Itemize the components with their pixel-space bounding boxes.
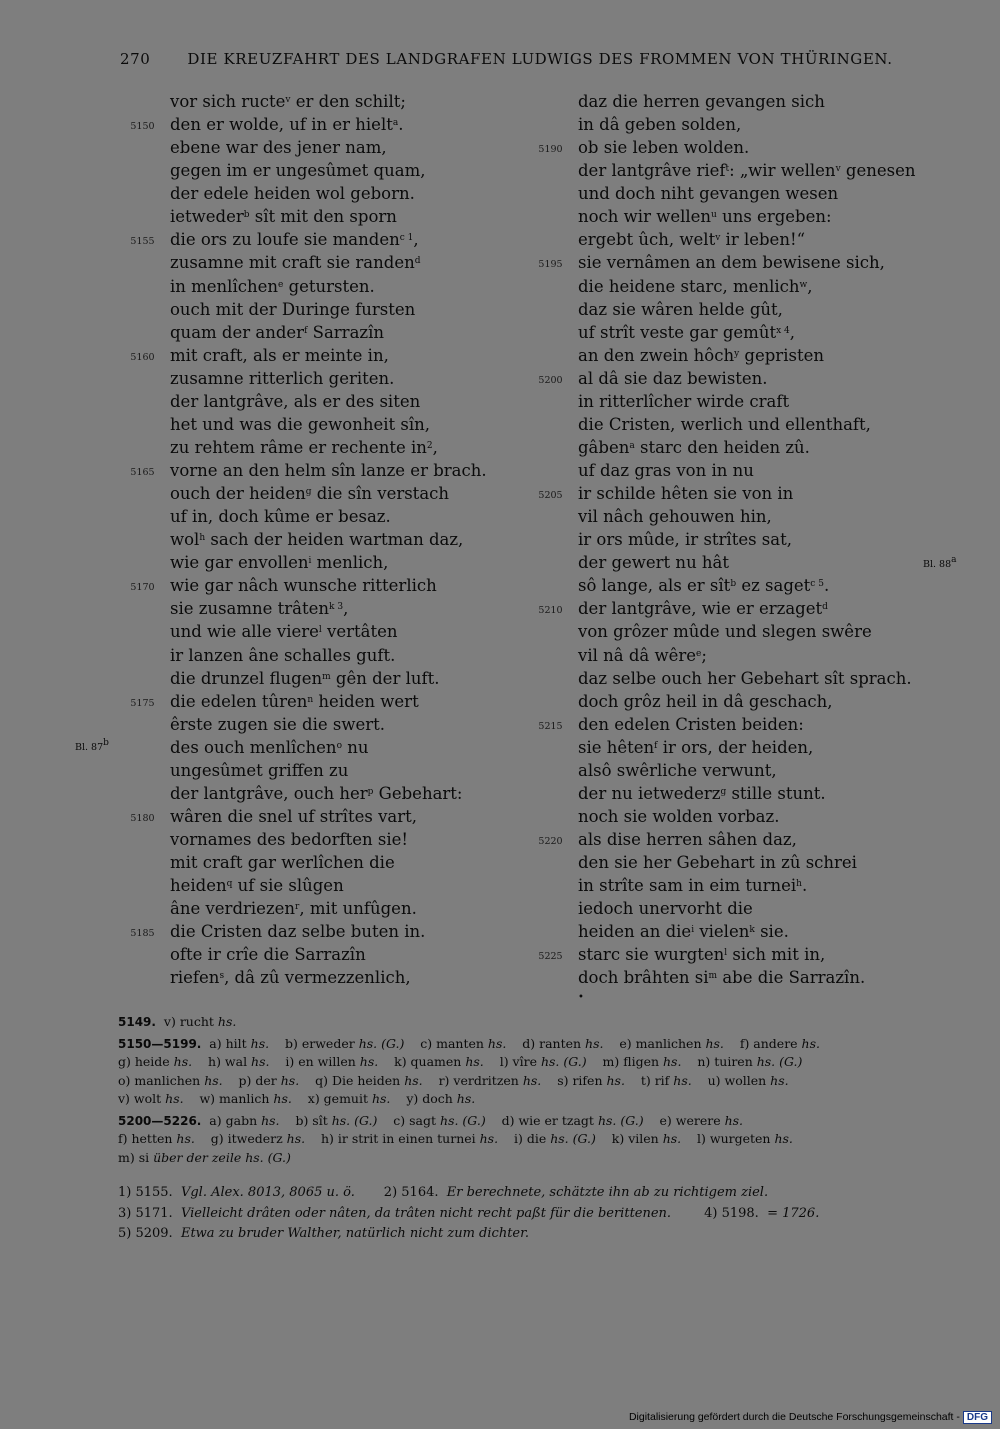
verse-text: in ritterlîcher wirde craft — [578, 391, 790, 411]
verse-text: sô lange, als er sît$^b$ ez saget$^{c 5}$. — [578, 576, 830, 596]
verse-text: von grôzer mûde und slegen swêre — [578, 622, 872, 642]
verse-text: sie zusamne trâten$^{k 3}$, — [170, 599, 349, 619]
verse-text: der lantgrâve, wie er erzaget$^d$ — [578, 599, 828, 619]
verse-text: al dâ sie daz bewisten. — [578, 368, 768, 388]
credit-text: Digitalisierung gefördert durch die Deutsche Forschungsgemeinschaft - — [628, 1411, 960, 1423]
verse-line — [528, 251, 928, 274]
line-number: 5170 — [130, 582, 155, 594]
verse-line — [528, 574, 928, 597]
verse-text: ir lanzen âne schalles guft. — [170, 645, 396, 665]
apparatus-line: 5150—5199. a) hilt hs. b) erweder hs. (G.) c) manten hs. d) ranten hs. e) manlichen hs. f) andere hs. — [118, 1035, 820, 1051]
verse-line — [528, 413, 928, 436]
verse-line — [528, 182, 928, 205]
verse-text: gegen im er ungesûmet quam, — [170, 161, 426, 181]
verse-text: starc sie wurgten$^l$ sich mit in, — [578, 945, 826, 965]
verse-text: ob sie leben wolden. — [578, 138, 750, 158]
verse-line — [120, 597, 540, 620]
verse-text: heiden$^q$ uf sie slûgen — [170, 876, 344, 896]
verse-text: den edelen Cristen beiden: — [578, 714, 804, 734]
verse-line — [120, 436, 540, 459]
verse-text: alsô swêrliche verwunt, — [578, 760, 777, 780]
verse-text: wie gar nâch wunsche ritterlich — [170, 576, 437, 596]
verse-line — [120, 713, 540, 736]
verse-text: ouch der heiden$^g$ die sîn verstach — [170, 484, 450, 504]
footnote-line: 3) 5171. Vielleicht drâten oder nâten, da trâten nicht recht paßt für die berittenen. 4) 5198. = 1726. — [118, 1205, 820, 1221]
verse-text: zusamne ritterlich geriten. — [170, 368, 395, 388]
verse-line — [528, 782, 928, 805]
verse-line — [528, 367, 928, 390]
digitization-credit — [629, 1411, 992, 1424]
verse-line — [120, 644, 540, 667]
verse-line — [120, 966, 540, 989]
verse-line — [120, 620, 540, 643]
verse-line — [528, 920, 928, 943]
verse-line — [120, 459, 540, 482]
apparatus-line: 5200—5226. a) gabn hs. b) sît hs. (G.) c) sagt hs. (G.) d) wie er tzagt hs. (G.) e) werere hs. — [118, 1112, 744, 1128]
verse-line — [528, 620, 928, 643]
verse-line — [528, 321, 928, 344]
verse-line — [120, 159, 540, 182]
verse-line — [528, 966, 928, 989]
verse-line — [528, 897, 928, 920]
verse-line — [528, 551, 957, 574]
verse-text: die ors zu loufe sie manden$^{c 1}$, — [170, 230, 419, 250]
verse-line — [528, 828, 928, 851]
verse-text: in strîte sam in eim turnei$^h$. — [578, 876, 808, 896]
apparatus-line: g) heide hs. h) wal hs. i) en willen hs. k) quamen hs. l) vîre hs. (G.) m) fligen hs. n) tuiren hs. (G.) — [118, 1054, 803, 1069]
verse-line — [528, 874, 928, 897]
verse-text: den sie her Gebehart in zû schrei — [578, 853, 857, 873]
ornament-dot: • — [578, 992, 584, 1003]
verse-text: ir schilde hêten sie von in — [578, 484, 794, 504]
verse-line — [120, 897, 540, 920]
verse-text: ebene war des jener nam, — [170, 138, 387, 158]
footnote-line: 5) 5209. Etwa zu bruder Walther, natürlich nicht zum dichter. — [118, 1226, 530, 1241]
verse-text: daz sie wâren helde gût, — [578, 299, 783, 319]
apparatus-line: m) si über der zeile hs. (G.) — [118, 1149, 291, 1165]
line-number: 5225 — [538, 951, 563, 963]
line-number: 5160 — [130, 351, 155, 363]
page-number: 270 — [120, 50, 151, 68]
verse-line — [120, 828, 540, 851]
verse-line — [120, 228, 540, 251]
verse-line — [528, 113, 928, 136]
verse-text: doch grôz heil in dâ geschach, — [578, 691, 833, 711]
verse-text: heiden an die$^i$ vielen$^k$ sie. — [578, 922, 789, 942]
verse-text: daz die herren gevangen sich — [578, 92, 825, 111]
line-number: 5180 — [130, 812, 155, 824]
apparatus-line: f) hetten hs. g) itwederz hs. h) ir strit in einen turnei hs. i) die hs. (G.) k) vilen hs. l) wurgeten hs. — [118, 1131, 793, 1146]
verse-line — [528, 943, 928, 966]
verse-line — [120, 321, 540, 344]
verse-text: sie vernâmen an dem bewisene sich, — [578, 253, 885, 273]
verse-text: ouch mit der Duringe fursten — [170, 299, 416, 319]
verse-text: ietweder$^b$ sît mit den sporn — [170, 207, 397, 227]
verse-text: vornames des bedorften sie! — [170, 830, 408, 849]
verse-text: die Cristen, werlich und ellenthaft, — [578, 414, 871, 434]
verse-text: der lantgrâve, als er des siten — [170, 391, 421, 411]
verse-line — [120, 505, 540, 528]
verse-text: zusamne mit craft sie randen$^d$ — [170, 253, 421, 273]
line-number: 5190 — [538, 144, 563, 156]
verse-text: uf strît veste gar gemût$^{x 4}$, — [578, 322, 795, 342]
verse-text: wâren die snel uf strîtes vart, — [170, 806, 417, 826]
verse-text: het und was die gewonheit sîn, — [170, 414, 431, 434]
verse-text: die edelen tûren$^n$ heiden wert — [170, 691, 419, 711]
verse-text: der gewert nu hât — [578, 553, 730, 573]
verse-text: vorne an den helm sîn lanze er brach. — [170, 461, 487, 480]
verse-line — [120, 251, 540, 274]
verse-text: der lantgrâve, ouch her$^p$ Gebehart: — [170, 783, 463, 803]
verse-line — [120, 275, 540, 298]
verse-text: in menlîchen$^e$ getursten. — [170, 276, 375, 296]
verse-text: ofte ir crîe die Sarrazîn — [170, 945, 366, 965]
verse-line — [120, 367, 540, 390]
verse-line — [528, 390, 928, 413]
verse-line — [120, 482, 540, 505]
verse-line — [120, 551, 540, 574]
verse-text: zu rehtem râme er rechente $in^2$, — [170, 437, 438, 457]
verse-text: vil nâch gehouwen hin, — [578, 507, 772, 527]
verse-text: den er wolde, uf in er hielt$^a$. — [170, 115, 404, 135]
verse-text: riefen$^s$, dâ zû vermezzenlich, — [170, 968, 411, 988]
verse-line — [528, 90, 928, 113]
verse-line — [120, 390, 540, 413]
verse-line — [120, 182, 540, 205]
dfg-logo: DFG — [963, 1411, 992, 1424]
folio-margin-note: Bl. 88$^a$ — [923, 555, 957, 571]
verse-text: êrste zugen sie die swert. — [170, 714, 385, 734]
line-number: 5165 — [130, 467, 155, 478]
verse-line — [528, 805, 928, 828]
verse-line — [528, 344, 928, 367]
folio-margin-note-left: Bl. 87$^b$ — [75, 738, 109, 753]
verse-text: der nu ietwederz$^g$ stille stunt. — [578, 783, 826, 803]
verse-line — [120, 759, 540, 782]
line-number: 5220 — [538, 836, 563, 847]
verse-text: quam der ander$^f$ Sarrazîn — [170, 322, 385, 342]
verse-line — [528, 159, 928, 182]
verse-text: uf daz gras von in nu — [578, 461, 754, 480]
verse-text: uf in, doch kûme er besaz. — [170, 507, 391, 527]
line-number: 5195 — [538, 259, 563, 271]
verse-line — [528, 759, 928, 782]
verse-text: mit craft gar werlîchen die — [170, 853, 395, 873]
line-number: 5185 — [130, 928, 155, 940]
verse-text: ir ors mûde, ir strîtes sat, — [578, 530, 792, 550]
verse-line — [120, 136, 540, 159]
verse-line — [528, 736, 928, 759]
verse-line — [528, 136, 928, 159]
verse-text: ergebt ûch, welt$^v$ ir leben!“ — [578, 230, 806, 250]
verse-text: daz selbe ouch her Gebehart sît sprach. — [578, 668, 912, 688]
verse-text: der lantgrâve rief$^t$: „wir wellen$^v$ genesen — [578, 161, 916, 181]
line-number: 5155 — [130, 236, 155, 248]
verse-text: ungesûmet griffen zu — [170, 760, 349, 780]
verse-line — [120, 90, 540, 113]
verse-text: wol$^h$ sach der heiden wartman daz, — [170, 530, 464, 550]
verse-line — [120, 298, 540, 321]
verse-line — [528, 298, 928, 321]
verse-line — [528, 482, 928, 505]
verse-column-right — [528, 90, 957, 989]
verse-line — [120, 667, 540, 690]
verse-line — [528, 690, 928, 713]
verse-text: die drunzel flugen$^m$ gên der luft. — [170, 668, 440, 688]
verse-line — [528, 205, 928, 228]
verse-text: und wie alle viere$^l$ vertâten — [170, 622, 398, 642]
verse-text: als dise herren sâhen daz, — [578, 830, 797, 849]
verse-line — [528, 597, 928, 620]
line-number: 5175 — [130, 697, 155, 709]
running-header — [120, 50, 893, 68]
verse-text: vor sich ructe$^v$ er den schilt; — [170, 92, 406, 111]
verse-line — [528, 505, 928, 528]
line-number: 5205 — [538, 490, 563, 502]
verse-line — [120, 413, 540, 436]
verse-text: an den zwein hôch$^y$ gepristen — [578, 345, 824, 365]
verse-line — [120, 782, 540, 805]
verse-line — [120, 943, 540, 966]
verse-text: in dâ geben solden, — [578, 115, 742, 135]
line-number: 5200 — [538, 374, 563, 386]
verse-line — [120, 344, 540, 367]
verse-text: die Cristen daz selbe buten in. — [170, 922, 426, 942]
verse-text: wie gar envollen$^i$ menlich, — [170, 553, 389, 573]
verse-line — [528, 713, 928, 736]
verse-text: gâben$^a$ starc den heiden zû. — [578, 437, 810, 457]
verse-text: noch sie wolden vorbaz. — [578, 806, 780, 826]
verse-line — [528, 851, 928, 874]
verse-line — [120, 528, 540, 551]
verse-line — [528, 459, 928, 482]
verse-line — [120, 874, 540, 897]
verse-line — [120, 205, 540, 228]
verse-column-left — [120, 90, 540, 989]
line-number: 5150 — [130, 121, 155, 133]
verse-line — [528, 528, 928, 551]
verse-text: âne verdriezen$^r$, mit unfûgen. — [170, 899, 417, 919]
apparatus-line: v) wolt hs. w) manlich hs. x) gemuit hs. y) doch hs. — [118, 1091, 476, 1106]
verse-text: mit craft, als er meinte in, — [170, 345, 389, 365]
verse-text: noch wir wellen$^u$ uns ergeben: — [578, 207, 832, 227]
apparatus-line: 5149. v) rucht hs. — [118, 1014, 237, 1029]
verse-text: iedoch unervorht die — [578, 899, 753, 919]
apparatus-line: o) manlichen hs. p) der hs. q) Die heiden hs. r) verdritzen hs. s) rifen hs. t) rif hs. u) wollen hs. — [118, 1072, 789, 1088]
footnote-line: 1) 5155. Vgl. Alex. 8013, 8065 u. ö. 2) 5164. Er berechnete, schätzte ihn ab zu richtigem ziel. — [118, 1185, 769, 1200]
running-title: DIE KREUZFAHRT DES LANDGRAFEN LUDWIGS DES FROMMEN VON THÜRINGEN. — [187, 50, 893, 68]
line-number: 5215 — [538, 720, 563, 732]
verse-line — [120, 851, 540, 874]
verse-text: sie hêten$^f$ ir ors, der heiden, — [578, 737, 814, 757]
commentary-footnotes — [118, 1183, 918, 1245]
verse-line — [120, 736, 540, 759]
verse-line — [528, 275, 928, 298]
verse-line — [528, 667, 928, 690]
verse-line — [528, 436, 928, 459]
verse-text: des ouch menlîchen$^o$ nu — [170, 737, 369, 757]
verse-line — [528, 644, 928, 667]
verse-text: doch brâhten $si^m$ abe die Sarrazîn. — [578, 968, 866, 988]
verse-line — [120, 920, 540, 943]
verse-line — [120, 113, 540, 136]
verse-line — [120, 805, 540, 828]
verse-text: der edele heiden wol geborn. — [170, 184, 415, 204]
verse-line — [528, 228, 928, 251]
critical-apparatus — [118, 1013, 918, 1167]
verse-text: vil nâ dâ wêre$^e$; — [578, 645, 707, 665]
line-number: 5210 — [538, 605, 563, 617]
verse-text: und doch niht gevangen wesen — [578, 184, 839, 204]
verse-line — [120, 690, 540, 713]
verse-line — [120, 574, 540, 597]
verse-text: die heidene starc, menlich$^w$, — [578, 276, 813, 296]
